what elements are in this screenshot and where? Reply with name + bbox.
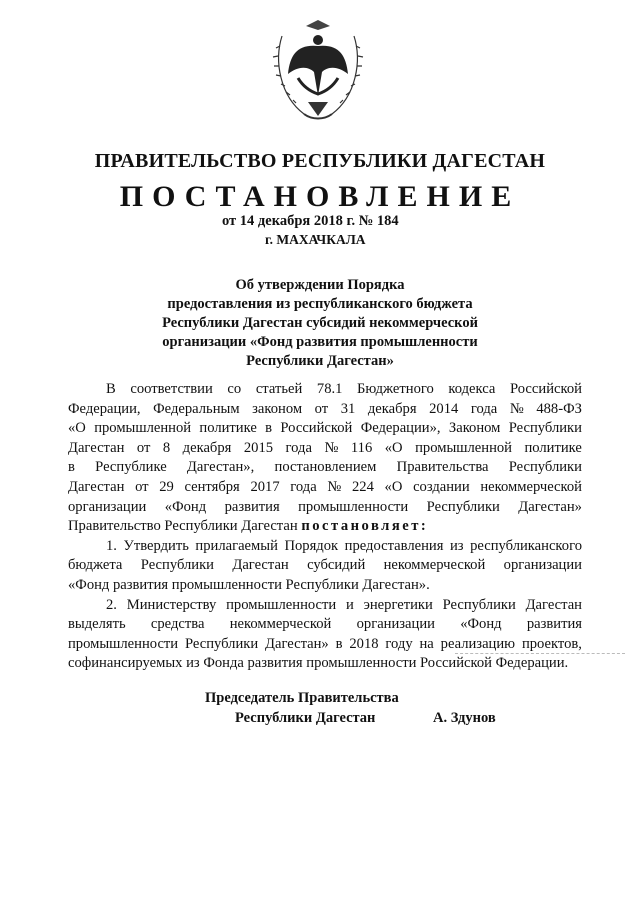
title-line: Республики Дагестан» bbox=[246, 353, 394, 369]
document-type: ПОСТАНОВЛЕНИЕ bbox=[119, 180, 521, 213]
document-city: г. МАХАЧКАЛА bbox=[265, 232, 366, 247]
document-date-number: от 14 декабря 2018 г. № 184 bbox=[222, 213, 399, 229]
body-line: «Фонд развития промышленности Республики Дагестан». bbox=[68, 576, 430, 593]
decree-word: постановляет: bbox=[301, 518, 429, 535]
document-body bbox=[68, 380, 582, 674]
body-line: софинансируемых из Фонда развития промышленности Российской Федерации. bbox=[68, 655, 569, 672]
body-line: промышленности Республики Дагестан» в 2018 году на реализацию проектов, bbox=[68, 635, 582, 652]
body-line: бюджета Республики Дагестан субсидий некоммерческой организации bbox=[68, 557, 582, 574]
title-line: организации «Фонд развития промышленности bbox=[162, 334, 478, 350]
title-line: Республики Дагестан субсидий некоммерческой bbox=[162, 315, 478, 331]
body-line: Дагестан от 8 декабря 2015 года № 116 «О промышленной политике bbox=[68, 439, 582, 456]
body-line-decree bbox=[68, 517, 582, 537]
body-line: организации «Фонд развития промышленности Республики Дагестан» bbox=[68, 498, 582, 515]
scan-artifact-line bbox=[455, 653, 625, 656]
title-line: Об утверждении Порядка bbox=[235, 277, 405, 293]
body-line: Федерации, Федеральным законом от 31 декабря 2014 года № 488-ФЗ bbox=[68, 400, 582, 417]
signature-position-line2: Республики Дагестан bbox=[235, 710, 376, 726]
body-line: Дагестан от 29 сентября 2017 года № 224 «О создании некоммерческой bbox=[68, 478, 582, 495]
body-line: 2. Министерству промышленности и энергетики Республики Дагестан bbox=[106, 596, 582, 613]
signature-position-line1: Председатель Правительства bbox=[205, 690, 399, 706]
body-line: 1. Утвердить прилагаемый Порядок предоставления из республиканского bbox=[106, 537, 582, 554]
government-name: ПРАВИТЕЛЬСТВО РЕСПУБЛИКИ ДАГЕСТАН bbox=[94, 150, 546, 172]
title-line: предоставления из республиканского бюджета bbox=[167, 296, 473, 312]
decree-subject: Правительство Республики Дагестан bbox=[68, 518, 298, 535]
document-title bbox=[100, 276, 540, 371]
body-line: «О промышленной политике в Российской Федерации», Законом Республики bbox=[68, 420, 582, 437]
signatory-name: А. Здунов bbox=[433, 710, 496, 726]
body-line: в Республике Дагестан», постановлением Правительства Республики bbox=[68, 459, 582, 476]
body-line: В соответствии со статьей 78.1 Бюджетного кодекса Российской bbox=[106, 381, 582, 397]
body-line: выделять средства некоммерческой организации «Фонд развития bbox=[68, 616, 582, 633]
coat-of-arms-emblem bbox=[268, 16, 368, 124]
